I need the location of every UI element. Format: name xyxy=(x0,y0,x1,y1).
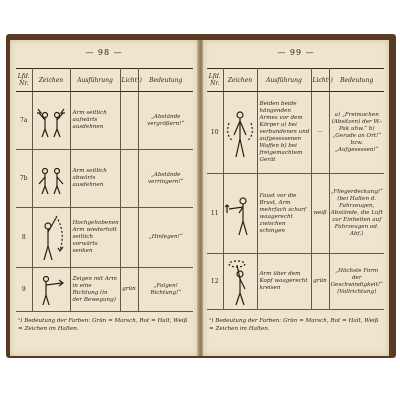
light-value: grün xyxy=(120,268,138,312)
header-zeichen: Zeichen xyxy=(32,69,70,92)
arms-swing-icon xyxy=(225,103,255,163)
header-nr: Lfd. Nr. xyxy=(16,69,32,92)
arms-up-outward-icon xyxy=(36,101,66,141)
header-ausfuehrung: Ausführung xyxy=(70,69,120,92)
signal-table xyxy=(16,68,193,312)
light-value xyxy=(120,150,138,208)
signal-table xyxy=(207,68,384,310)
execution-text: Arm über dem Kopf waagerecht kreisen xyxy=(257,254,311,310)
row-number: 7b xyxy=(16,150,32,208)
arm-pointing-icon xyxy=(36,271,66,309)
header-licht: Licht¹) xyxy=(311,69,329,92)
table-header-row xyxy=(16,69,193,92)
signal-figure-cell xyxy=(223,92,257,174)
arm-circling-icon xyxy=(225,257,255,307)
arms-down-outward-icon xyxy=(36,159,66,199)
footnote: ¹) Bedeutung der Farben: Grün = Marsch, Rot = Halt, Weiß = Zeichen im Halten. xyxy=(209,318,379,332)
header-ausfuehrung: Ausführung xyxy=(257,69,311,92)
meaning-text: a) „Freimachen (Absitzen) der W.-Pak uhw.“ b) „Gerade an Ort!“ bzw. „Aufgesessen!“ xyxy=(329,92,384,174)
signal-figure-cell xyxy=(32,150,70,208)
arm-lowering-icon xyxy=(36,212,66,264)
table-row xyxy=(207,254,384,310)
header-zeichen: Zeichen xyxy=(223,69,257,92)
signal-figure-cell xyxy=(32,92,70,150)
row-number: 8 xyxy=(16,208,32,268)
row-number: 11 xyxy=(207,174,223,254)
row-number: 12 xyxy=(207,254,223,310)
table-header-row xyxy=(207,69,384,92)
row-number: 9 xyxy=(16,268,32,312)
meaning-text: „Höchste Form der Geschwindigkeit!“ (Vollrichtung) xyxy=(329,254,384,310)
execution-text: Zeigen mit Arm in eine Richtung (in der Bewegung) xyxy=(70,268,120,312)
table-row xyxy=(207,174,384,254)
meaning-text: „Abstände vergrößern!“ xyxy=(138,92,193,150)
execution-text: Hochgehobenen Arm wiederholt seitlich vorwärts senken xyxy=(70,208,120,268)
signal-figure-cell xyxy=(32,268,70,312)
execution-text: Faust vor die Brust, Arm mehrfach scharf waagerecht zwischen schingen xyxy=(257,174,311,254)
table-row xyxy=(207,92,384,174)
row-number: 7a xyxy=(16,92,32,150)
execution-text: Arm seitlich aufwärts ausdehnen xyxy=(70,92,120,150)
page-number: — 99 — xyxy=(277,48,315,57)
table-row xyxy=(16,92,193,150)
signal-figure-cell xyxy=(223,254,257,310)
light-value: — xyxy=(311,92,329,174)
fist-chest-icon xyxy=(225,189,255,239)
light-value xyxy=(120,92,138,150)
execution-text: Arm seitlich abwärts ausdehnen xyxy=(70,150,120,208)
light-value xyxy=(120,208,138,268)
header-licht: Licht¹) xyxy=(120,69,138,92)
signal-figure-cell xyxy=(223,174,257,254)
right-page xyxy=(203,40,389,356)
row-number: 10 xyxy=(207,92,223,174)
table-row xyxy=(16,208,193,268)
meaning-text: „Abstände verringern!“ xyxy=(138,150,193,208)
light-value: weiß xyxy=(311,174,329,254)
meaning-text: „Folgen! Richtung!“ xyxy=(138,268,193,312)
table-row xyxy=(16,268,193,312)
meaning-text: „Hinlegen!“ xyxy=(138,208,193,268)
header-bedeutung: Bedeutung xyxy=(138,69,193,92)
table-row xyxy=(16,150,193,208)
meaning-text: „Fliegerdeckung!“ (bei Halten d. Fahrzeugen, Abstände, die Luft zur Einheiten auf Fahrzeugen od. Abf.) xyxy=(329,174,384,254)
header-nr: Lfd. Nr. xyxy=(207,69,223,92)
header-bedeutung: Bedeutung xyxy=(329,69,384,92)
execution-text: Beiden beide hängenden Armes vor dem Körper a) bei verbundenen und aufgesessenen Waffen b) bei freigemachtem Gerät xyxy=(257,92,311,174)
page-number: — 98 — xyxy=(85,48,123,57)
signal-figure-cell xyxy=(32,208,70,268)
light-value: grün xyxy=(311,254,329,310)
footnote: ¹) Bedeutung der Farben: Grün = Marsch, Rot = Halt, Weiß = Zeichen im Halten. xyxy=(18,318,188,332)
left-page xyxy=(10,40,198,356)
